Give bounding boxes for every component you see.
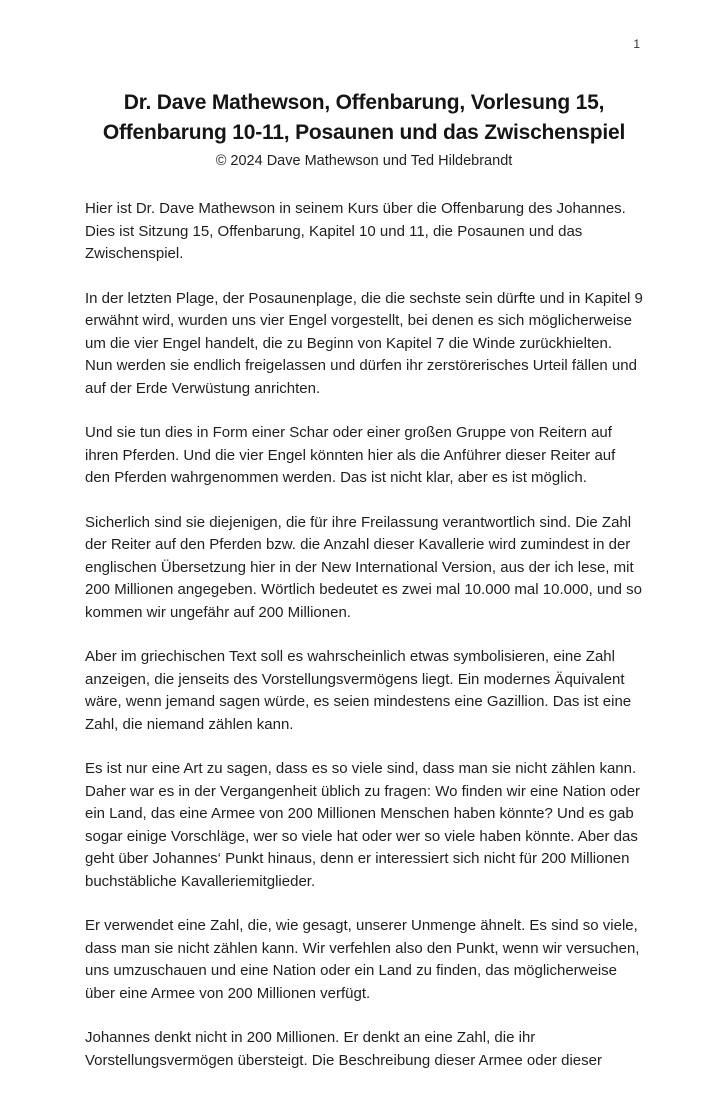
paragraph: Sicherlich sind sie diejenigen, die für ihre Freilassung verantwortlich sind. Die Zahl der Reiter auf den Pferden bzw. die Anzahl dieser Kavallerie wird zumindest in der englischen Übersetzung hier in der New International Version, aus der ich lese, mit 200 Millionen angegeben. Wörtlich bedeutet es zwei mal 10.000 mal 10.000, und so kommen wir ungefähr auf 200 Millionen. bbox=[85, 513, 643, 621]
paragraph: Aber im griechischen Text soll es wahrscheinlich etwas symbolisieren, eine Zahl anzeigen, die jenseits des Vorstellungsvermögens liegt. Ein modernes Äquivalent wäre, wenn jemand sagen würde, es seien mindestens eine Gazillion. Das ist eine Zahl, die niemand zählen kann. bbox=[85, 648, 632, 733]
document-title bbox=[85, 88, 643, 148]
document-title-line1: Dr. Dave Mathewson, Offenbarung, Vorlesung 15, bbox=[123, 91, 605, 114]
page-content bbox=[85, 88, 643, 1094]
paragraph: Er verwendet eine Zahl, die, wie gesagt, unserer Unmenge ähnelt. Es sind so viele, dass man sie nicht zählen kann. Wir verfehlen also den Punkt, wenn wir versuchen, uns umzuschauen und eine Nation oder ein Land zu finden, das möglicherweise über eine Armee von 200 Millionen verfügt. bbox=[85, 917, 640, 1002]
paragraph: Johannes denkt nicht in 200 Millionen. Er denkt an eine Zahl, die ihr Vorstellungsvermögen übersteigt. Die Beschreibung dieser Armee oder dieser bbox=[85, 1029, 602, 1069]
document-title-line2: Offenbarung 10-11, Posaunen und das Zwischenspiel bbox=[102, 121, 626, 144]
paragraph: Hier ist Dr. Dave Mathewson in seinem Kurs über die Offenbarung des Johannes. Dies ist Sitzung 15, Offenbarung, Kapitel 10 und 11, die Posaunen und das Zwischenspiel. bbox=[85, 200, 626, 262]
paragraph: Es ist nur eine Art zu sagen, dass es so viele sind, dass man sie nicht zählen kann. Daher war es in der Vergangenheit üblich zu fragen: Wo finden wir eine Nation oder ein Land, das eine Armee von 200 Millionen Menschen haben könnte? Und es gab sogar einige Vorschläge, wer so viele hat oder wer so viele haben könnte. Aber das geht über Johannes‘ Punkt hinaus, denn er interessiert sich nicht für 200 Millionen buchstäbliche Kavalleriemitglieder. bbox=[85, 760, 641, 890]
paragraph: In der letzten Plage, der Posaunenplage, die die sechste sein dürfte und in Kapitel 9 erwähnt wird, wurden uns vier Engel vorgestellt, bei denen es sich möglicherweise um die vier Engel handelt, die zu Beginn von Kapitel 7 die Winde zurückhielten. Nun werden sie endlich freigelassen und dürfen ihr zerstörerisches Urteil fällen und auf der Erde Verwüstung anrichten. bbox=[85, 289, 643, 397]
page-number: 1 bbox=[633, 37, 640, 51]
copyright-line: © 2024 Dave Mathewson und Ted Hildebrandt bbox=[215, 153, 513, 169]
paragraph: Und sie tun dies in Form einer Schar oder einer großen Gruppe von Reitern auf ihren Pferden. Und die vier Engel könnten hier als die Anführer dieser Reiter auf den Pferden wahrgenommen werden. Das ist nicht klar, aber es ist möglich. bbox=[85, 424, 616, 486]
document-body bbox=[85, 198, 643, 1072]
